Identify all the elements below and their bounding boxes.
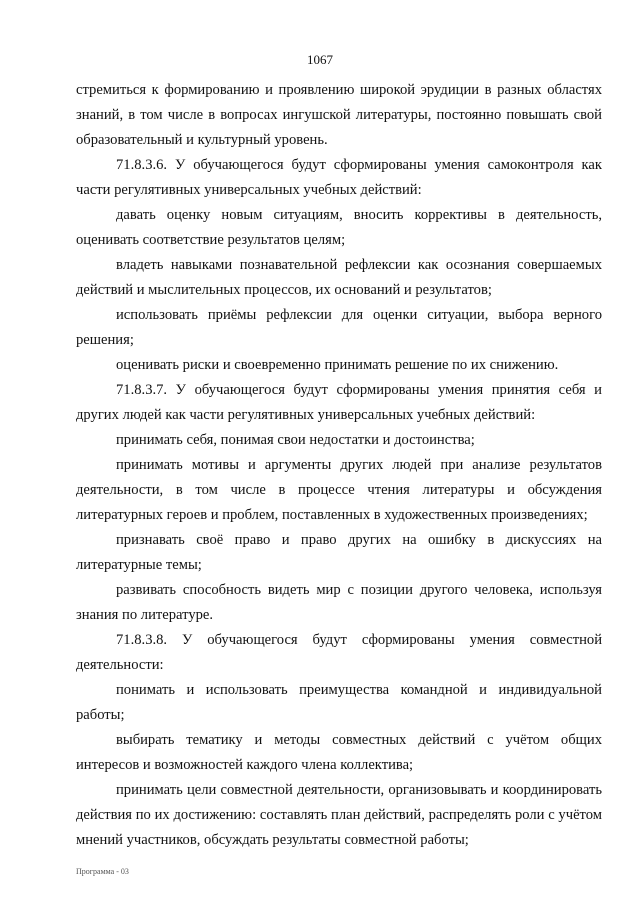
paragraph: оценивать риски и своевременно принимать решение по их снижению. xyxy=(116,357,559,373)
paragraph: развивать способность видеть мир с позиции другого человека, используя знания по литературе. xyxy=(76,582,602,623)
paragraph: признавать своё право и право других на ошибку в дискуссиях на литературные темы; xyxy=(76,532,602,573)
paragraph: принимать цели совместной деятельности, организовывать и координировать действия по их достижению: составлять план действий, распределять роли с учётом мнений участников, обсуждать результаты совместной работы; xyxy=(76,782,602,848)
paragraph: 71.8.3.8. У обучающегося будут сформированы умения совместной деятельности: xyxy=(76,632,602,673)
page-number: 1067 xyxy=(307,52,333,67)
paragraph: 71.8.3.7. У обучающегося будут сформированы умения принятия себя и других людей как части регулятивных универсальных учебных действий: xyxy=(76,382,602,423)
footer-text: Программа - 03 xyxy=(76,867,129,876)
paragraph: выбирать тематику и методы совместных действий с учётом общих интересов и возможностей каждого члена коллектива; xyxy=(76,732,602,773)
paragraph: использовать приёмы рефлексии для оценки ситуации, выбора верного решения; xyxy=(76,307,602,348)
paragraph: 71.8.3.6. У обучающегося будут сформированы умения самоконтроля как части регулятивных универсальных учебных действий: xyxy=(76,157,602,198)
paragraph: стремиться к формированию и проявлению широкой эрудиции в разных областях знаний, в том числе в вопросах ингушской литературы, постоянно повышать свой образовательный и культурный уровень. xyxy=(76,82,602,148)
document-body xyxy=(76,78,602,853)
paragraph: владеть навыками познавательной рефлексии как осознания совершаемых действий и мыслительных процессов, их оснований и результатов; xyxy=(76,257,602,298)
paragraph: понимать и использовать преимущества командной и индивидуальной работы; xyxy=(76,682,602,723)
paragraph: принимать мотивы и аргументы других людей при анализе результатов деятельности, в том числе в процессе чтения литературы и обсуждения литературных героев и проблем, поставленных в художественных произведениях; xyxy=(76,457,602,523)
paragraph: давать оценку новым ситуациям, вносить коррективы в деятельность, оценивать соответствие результатов целям; xyxy=(76,207,602,248)
paragraph: принимать себя, понимая свои недостатки и достоинства; xyxy=(116,432,475,448)
